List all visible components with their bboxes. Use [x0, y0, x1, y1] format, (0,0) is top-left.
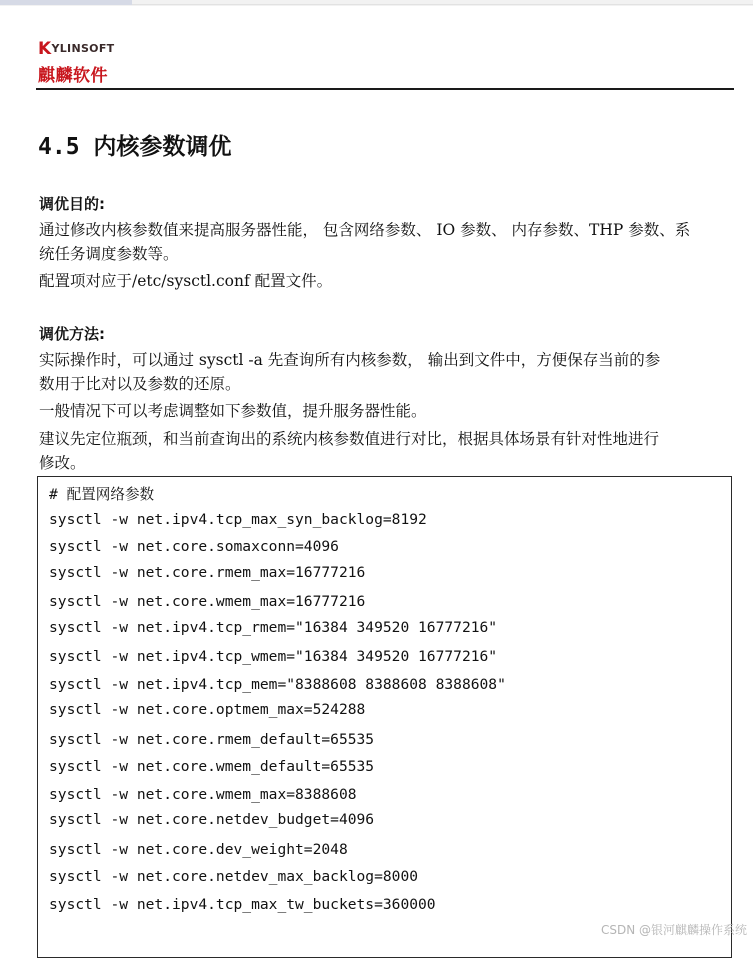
method-line: 修改。: [39, 454, 86, 472]
code-line: sysctl -w net.ipv4.tcp_wmem="16384 349520 16777216": [49, 648, 498, 665]
code-line: sysctl -w net.ipv4.tcp_max_syn_backlog=8192: [49, 511, 427, 528]
code-line: sysctl -w net.core.dev_weight=2048: [49, 841, 348, 858]
section-title-text: 内核参数调优: [93, 134, 232, 160]
logo-name-en: YLINSOFT: [51, 42, 115, 55]
header-rule: [36, 88, 734, 90]
purpose-line: 配置项对应于/etc/sysctl.conf 配置文件。: [39, 272, 333, 290]
code-line: sysctl -w net.core.wmem_max=16777216: [49, 593, 366, 610]
viewer-top-strip: [0, 0, 753, 6]
purpose-heading: 调优目的:: [39, 195, 105, 213]
purpose-line: 统任务调度参数等。: [39, 245, 179, 263]
method-heading: 调优方法:: [39, 325, 105, 343]
kylinsoft-logo: [38, 35, 118, 86]
code-line: sysctl -w net.core.wmem_max=8388608: [49, 786, 357, 803]
code-line: sysctl -w net.core.wmem_default=65535: [49, 758, 375, 775]
code-line: sysctl -w net.ipv4.tcp_rmem="16384 349520 16777216": [49, 619, 498, 636]
code-block: [37, 476, 732, 958]
code-line: sysctl -w net.ipv4.tcp_mem="8388608 8388608 8388608": [49, 676, 506, 693]
code-line: sysctl -w net.ipv4.tcp_max_tw_buckets=360000: [49, 896, 436, 913]
section-number: 4.5: [38, 134, 80, 160]
code-line: sysctl -w net.core.netdev_max_backlog=8000: [49, 868, 419, 885]
method-line: 建议先定位瓶颈，和当前查询出的系统内核参数值进行对比，根据具体场景有针对性地进行: [39, 430, 660, 448]
method-line: 数用于比对以及参数的还原。: [39, 375, 241, 393]
purpose-line: 通过修改内核参数值来提高服务器性能， 包含网络参数、 IO 参数、 内存参数、THP 参数、系: [39, 221, 691, 239]
code-comment: # 配置网络参数: [49, 486, 155, 503]
viewer-tab-indicator: [0, 0, 132, 5]
code-line: sysctl -w net.core.rmem_default=65535: [49, 731, 375, 748]
code-line: sysctl -w net.core.rmem_max=16777216: [49, 564, 366, 581]
code-line: sysctl -w net.core.netdev_budget=4096: [49, 811, 375, 828]
csdn-watermark: CSDN @银河麒麟操作系统: [600, 923, 747, 937]
logo-name-cn: 麒麟软件: [38, 66, 108, 86]
logo-initial: K: [38, 39, 52, 59]
method-line: 一般情况下可以考虑调整如下参数值，提升服务器性能。: [39, 402, 427, 420]
code-line: sysctl -w net.core.somaxconn=4096: [49, 538, 339, 555]
viewer-divider: [132, 4, 753, 5]
code-line: sysctl -w net.core.optmem_max=524288: [49, 701, 366, 718]
method-line: 实际操作时，可以通过 sysctl -a 先查询所有内核参数， 输出到文件中，方便保存当前的参: [39, 351, 661, 369]
section-title: [38, 128, 231, 161]
